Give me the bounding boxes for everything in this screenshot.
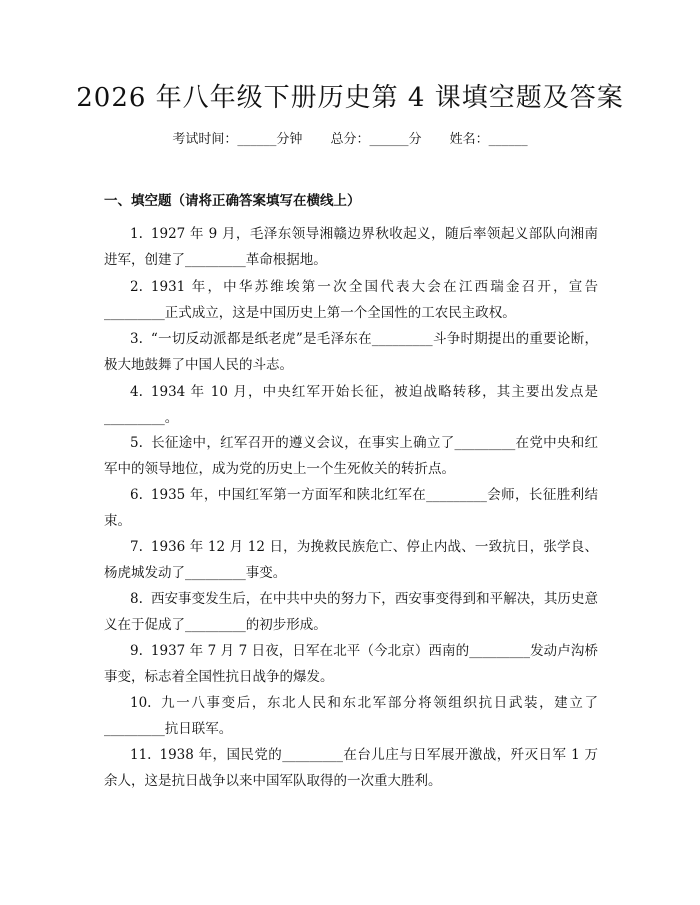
question-text: 1934 年 10 月，中央红军开始长征，被迫战略转移，其主要出发点是_________。 xyxy=(104,384,598,426)
question-number: 7. xyxy=(130,539,143,555)
question-number: 6. xyxy=(130,487,143,503)
question-item xyxy=(104,638,598,690)
question-number: 5. xyxy=(130,435,143,451)
question-item xyxy=(104,379,598,431)
question-item xyxy=(104,274,598,326)
question-number: 8. xyxy=(130,591,143,607)
question-number: 3. xyxy=(130,331,143,347)
document-title: 2026 年八年级下册历史第 4 课填空题及答案 xyxy=(76,83,624,113)
question-item xyxy=(104,326,598,378)
question-item xyxy=(104,586,598,638)
question-item xyxy=(104,430,598,482)
question-item xyxy=(104,482,598,534)
question-item xyxy=(104,221,598,273)
question-text: 1927 年 9 月，毛泽东领导湘赣边界秋收起义，随后率领起义部队向湘南进军，创建了_________革命根据地。 xyxy=(104,226,598,268)
question-number: 10. xyxy=(130,695,152,711)
question-text: “一切反动派都是纸老虎”是毛泽东在_________斗争时期提出的重要论断，极大地鼓舞了中国人民的斗志。 xyxy=(104,331,598,373)
question-text: 1931 年，中华苏维埃第一次全国代表大会在江西瑞金召开，宣告_________正式成立，这是中国历史上第一个全国性的工农民主政权。 xyxy=(104,279,598,321)
question-text: 1938 年，国民党的_________在台儿庄与日军展开激战，歼灭日军 1 万余人，这是抗日战争以来中国军队取得的一次重大胜利。 xyxy=(104,747,598,789)
question-number: 9. xyxy=(130,643,143,659)
question-text: 1935 年，中国红军第一方面军和陕北红军在_________会师，长征胜利结束。 xyxy=(104,487,598,529)
question-text: 西安事变发生后，在中共中央的努力下，西安事变得到和平解决，其历史意义在于促成了_________的初步形成。 xyxy=(104,591,598,633)
question-text: 1937 年 7 月 7 日夜，日军在北平（今北京）西南的_________发动卢沟桥事变，标志着全国性抗日战争的爆发。 xyxy=(104,643,598,685)
question-number: 1. xyxy=(130,226,143,242)
question-text: 长征途中，红军召开的遵义会议，在事实上确立了_________在党中央和红军中的领导地位，成为党的历史上一个生死攸关的转折点。 xyxy=(104,435,598,477)
exam-time-field: 考试时间：______分钟 xyxy=(172,132,303,147)
total-score-field: 总分：______分 xyxy=(330,132,422,147)
exam-info-line xyxy=(0,130,700,150)
question-number: 4. xyxy=(130,384,143,400)
question-item xyxy=(104,742,598,794)
section-heading: 一、填空题（请将正确答案填写在横线上） xyxy=(104,193,361,209)
question-item xyxy=(104,690,598,742)
question-number: 11. xyxy=(130,747,152,763)
student-name-field: 姓名：______ xyxy=(449,132,528,147)
question-item xyxy=(104,534,598,586)
question-number: 2. xyxy=(130,279,143,295)
question-text: 1936 年 12 月 12 日，为挽救民族危亡、停止内战、一致抗日，张学良、杨虎城发动了_________事变。 xyxy=(104,539,598,581)
question-text: 九一八事变后，东北人民和东北军部分将领组织抗日武装，建立了_________抗日联军。 xyxy=(104,695,598,737)
